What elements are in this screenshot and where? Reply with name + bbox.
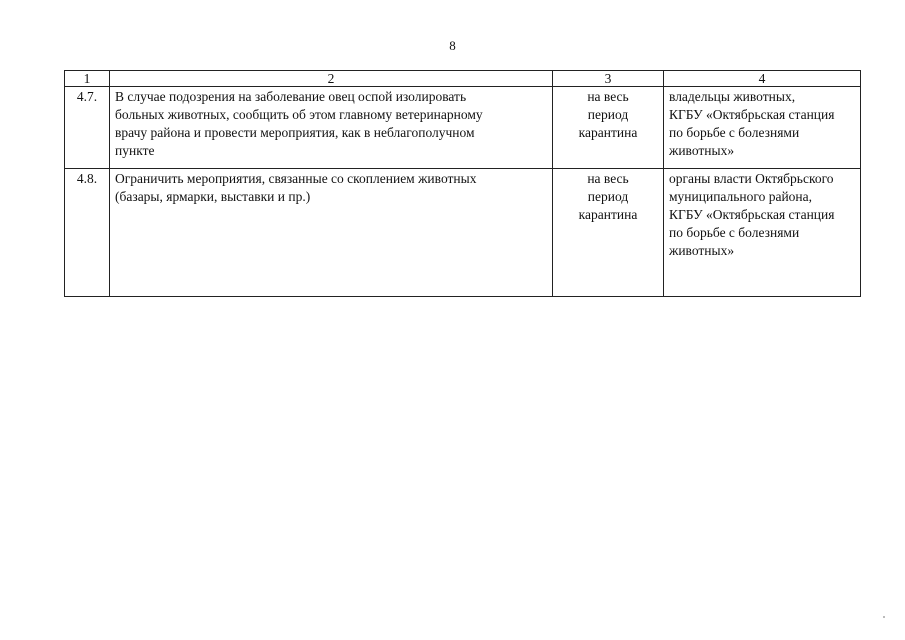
action-line: больных животных, сообщить об этом главному ветеринарному — [115, 107, 483, 122]
table-row — [65, 169, 861, 297]
period-cell — [553, 169, 664, 297]
responsible-line: органы власти Октябрьского — [669, 171, 834, 186]
measures-table — [64, 70, 861, 297]
responsible-line: КГБУ «Октябрьская станция — [669, 207, 835, 222]
period-line: период — [587, 107, 629, 122]
item-number: 4.7. — [65, 87, 110, 169]
responsible-cell — [664, 87, 861, 169]
period-line: на весь — [587, 89, 629, 104]
responsible-line: владельцы животных, — [669, 89, 796, 104]
column-header-3: 3 — [553, 71, 664, 87]
column-header-4: 4 — [664, 71, 861, 87]
scan-speck — [883, 616, 885, 618]
period-line: карантина — [578, 207, 638, 222]
responsible-line: животных» — [669, 243, 735, 258]
item-number: 4.8. — [65, 169, 110, 297]
period-line: на весь — [587, 171, 629, 186]
responsible-line: КГБУ «Октябрьская станция — [669, 107, 835, 122]
period-cell — [553, 87, 664, 169]
responsible-cell — [664, 169, 861, 297]
table-row — [65, 87, 861, 169]
period-line: карантина — [578, 125, 638, 140]
action-cell — [110, 87, 553, 169]
column-header-2: 2 — [110, 71, 553, 87]
column-header-1: 1 — [65, 71, 110, 87]
action-line: пункте — [115, 143, 155, 158]
responsible-line: животных» — [669, 143, 735, 158]
action-line: Ограничить мероприятия, связанные со скоплением животных — [115, 171, 477, 186]
period-line: период — [587, 189, 629, 204]
responsible-line: муниципального района, — [669, 189, 813, 204]
responsible-line: по борьбе с болезнями — [669, 125, 800, 140]
table-header-row — [65, 71, 861, 87]
page-number: 8 — [449, 38, 456, 53]
responsible-line: по борьбе с болезнями — [669, 225, 800, 240]
action-line: (базары, ярмарки, выставки и пр.) — [115, 189, 311, 204]
action-line: В случае подозрения на заболевание овец оспой изолировать — [115, 89, 467, 104]
action-line: врачу района и провести мероприятия, как в неблагополучном — [115, 125, 475, 140]
action-cell — [110, 169, 553, 297]
